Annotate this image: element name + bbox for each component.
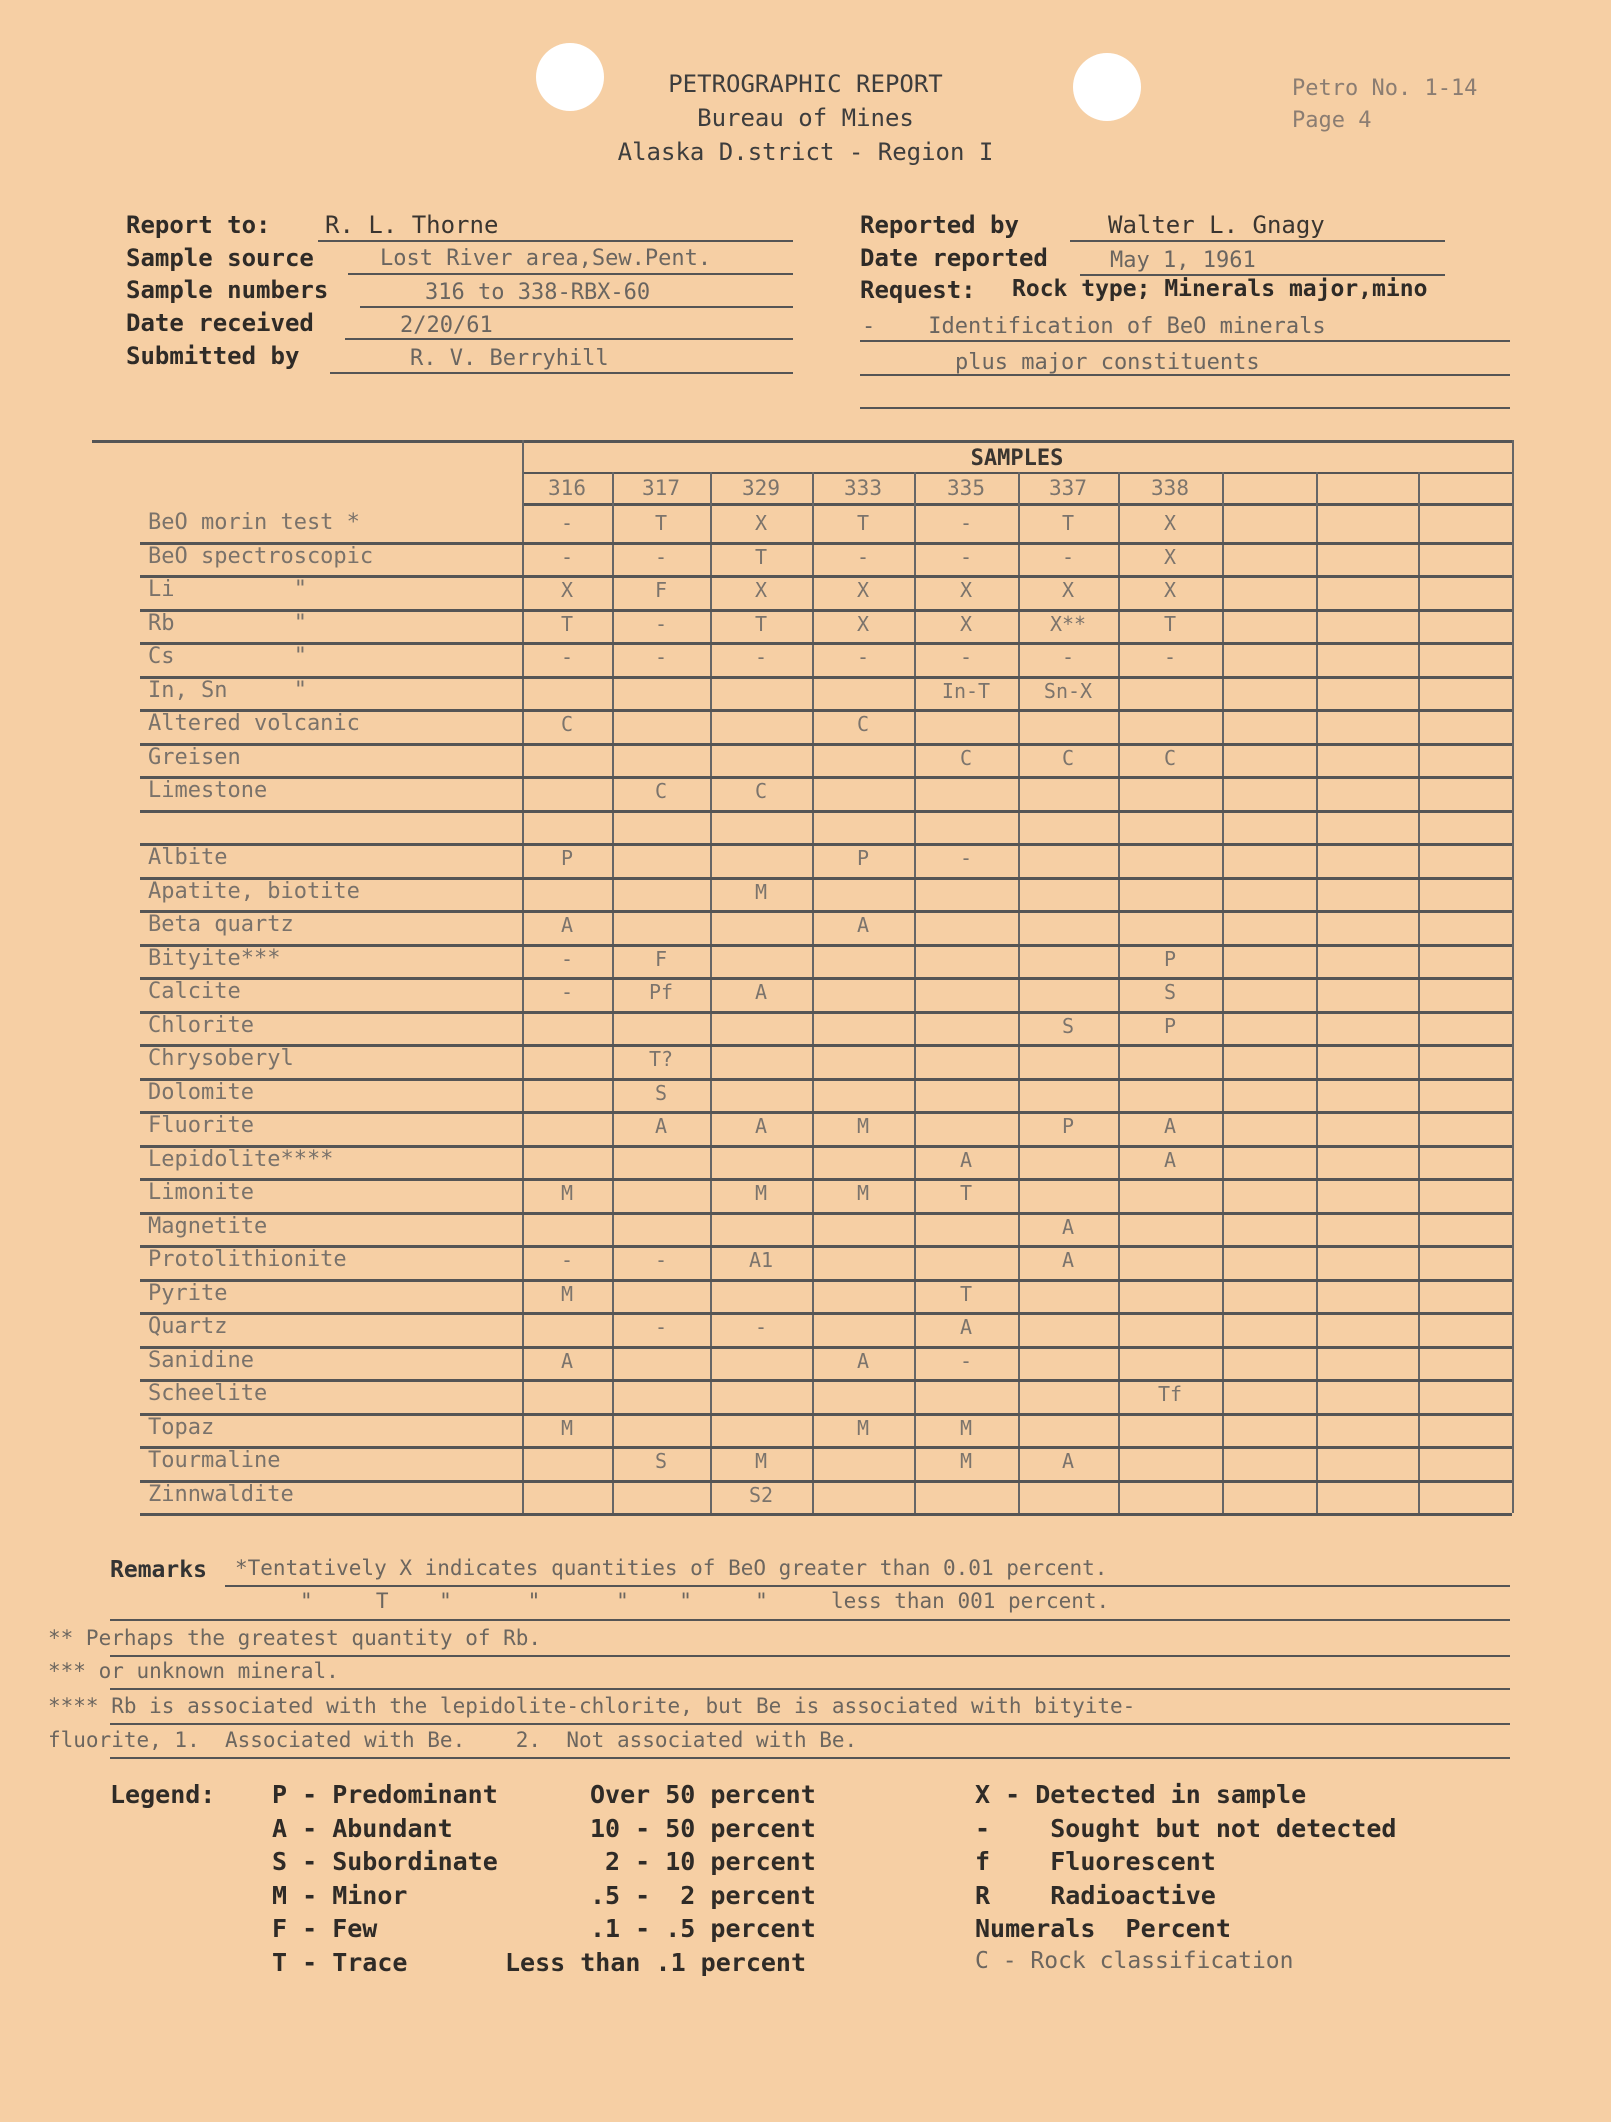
table-row-label: Magnetite [148,1213,268,1239]
table-cell: - [856,645,870,669]
table-cell: X [560,578,574,602]
table-cell: A [654,1114,668,1138]
table-cell: X [1163,511,1177,535]
table-cell: M [560,1181,574,1205]
reported-by-value: Walter L. Gnagy [1108,211,1325,239]
table-cell: A [754,980,768,1004]
table-cell: - [1061,645,1075,669]
table-cell: - [560,544,574,569]
table-cell: X [754,578,768,602]
table-cell: Pf [648,980,674,1004]
table-cell: T [560,611,574,636]
table-cell: M [754,879,768,904]
sample-column-header: 317 [642,476,680,500]
table-row-rule [140,843,1512,846]
table-cell: M [959,1449,973,1473]
table-row-rule [140,944,1512,947]
table-row-label: Topaz [148,1414,215,1440]
table-cell: M [560,1281,574,1306]
sample-column-header: 338 [1151,476,1189,500]
request-line-3: plus major constituents [955,350,1260,375]
table-row-label: Beta quartz [148,912,294,937]
table-cell: A [1061,1449,1075,1473]
reported-by-label: Reported by [860,211,1019,239]
table-row-label: BeO spectroscopic [148,543,374,569]
table-cell: A [959,1315,973,1339]
table-row-label: Calcite [148,979,241,1004]
table-row-label: Zinnwaldite [148,1481,294,1507]
table-cell: - [1061,544,1075,569]
table-row-label: Rb " [148,610,307,636]
table-cell: - [560,980,574,1004]
table-row-label: Quartz [148,1314,228,1339]
table-row-rule [140,743,1512,746]
date-received-label: Date received [126,309,314,337]
table-cell: P [560,846,574,870]
remarks-label: Remarks [110,1557,207,1583]
table-cell: - [754,645,768,669]
date-reported-label: Date reported [860,244,1048,272]
table-row-label: Limonite [148,1180,254,1205]
table-cell: C [856,712,870,736]
table-cell: C [654,779,668,803]
table-cell: P [1163,946,1177,971]
table-cell: - [959,1348,973,1373]
table-cell: X [959,578,973,602]
table-row-label: Apatite, biotite [148,878,360,904]
table-column-rule [1512,440,1514,1513]
table-cell: C [959,745,973,770]
remarks-line-3: ** Perhaps the greatest quantity of Rb. [48,1626,542,1650]
table-row-rule [140,776,1512,779]
date-reported-value: May 1, 1961 [1110,248,1256,273]
table-column-rule [812,472,814,1513]
legend-code: A - Abundant [272,1813,453,1843]
table-cell: Tf [1157,1382,1183,1406]
legend-meaning: R Radioactive [975,1880,1216,1910]
table-cell: - [654,1248,668,1272]
table-row-label: Bityite*** [148,945,281,971]
table-row-label: Scheelite [148,1381,268,1406]
page-number: Page 4 [1292,108,1372,133]
report-agency: Bureau of Mines [697,104,914,132]
table-cell: T [754,544,768,569]
table-row-rule [140,1044,1512,1047]
table-cell: T [959,1181,973,1205]
table-row-rule [140,575,1512,578]
sample-numbers-rule [522,503,1512,506]
samples-header-rule [522,472,1512,474]
table-row-label: Chrysoberyl [148,1046,294,1071]
table-cell: X** [1049,611,1087,636]
request-value: Rock type; Minerals major,mino [1012,276,1428,302]
table-row-label: Cs " [148,644,307,669]
table-cell: S2 [748,1482,774,1507]
table-row-label: Altered volcanic [148,711,360,736]
table-row-label: Albite [148,845,228,870]
table-cell: S [654,1449,668,1473]
table-row-rule [140,1212,1512,1215]
sample-column-header: 316 [548,476,586,500]
table-cell: - [959,846,973,870]
table-column-rule [1418,472,1420,1513]
table-cell: - [654,544,668,569]
table-row-rule [140,1279,1512,1282]
table-cell: A [1061,1248,1075,1272]
table-cell: - [959,645,973,669]
table-row-label: Limestone [148,778,268,803]
remarks-underline-4 [110,1688,1510,1690]
table-cell: X [1061,578,1075,602]
sample-numbers-label: Sample numbers [126,276,329,304]
table-cell: P [856,846,870,870]
table-cell: S [654,1080,668,1105]
table-row-label: In, Sn " [148,677,307,703]
table-cell: In-T [941,678,991,703]
table-row-rule [140,1480,1512,1483]
table-cell: T? [648,1047,674,1071]
table-column-rule [1222,472,1224,1513]
submitted-by-value: R. V. Berryhill [410,346,609,371]
legend-code: T - Trace [272,1947,408,1977]
report-title: PETROGRAPHIC REPORT [668,70,943,98]
table-row-rule [140,676,1512,679]
legend-code: F - Few [272,1914,378,1943]
request-line-2: - Identification of BeO minerals [862,314,1326,339]
table-cell: - [959,511,973,535]
request-label: Request: [860,276,976,304]
table-cell: - [560,1248,574,1272]
table-row-label: Protolithionite [148,1247,347,1272]
table-cell: - [754,1315,768,1339]
table-cell: X [1163,578,1177,602]
table-cell: X [856,578,870,602]
table-cell: X [856,611,870,636]
table-row-rule [140,1346,1512,1349]
table-top-rule [92,440,1512,443]
legend-range: Over 50 percent [590,1780,816,1809]
table-row-rule [140,609,1512,612]
table-cell: X [754,511,768,535]
table-cell: A1 [748,1248,774,1272]
sample-column-header: 335 [947,476,985,500]
remarks-line-2: " T " " " " " less than 001 percent. [300,1589,1110,1613]
table-row-label: Li " [148,577,307,602]
table-cell: P [1061,1114,1075,1138]
table-cell: S [1061,1013,1075,1038]
report-district: Alaska D.strict - Region I [617,138,994,166]
table-cell: - [560,511,574,535]
table-cell: - [654,611,668,636]
table-cell: - [856,544,870,569]
table-cell: A [1163,1114,1177,1138]
table-row-rule [140,1513,1512,1516]
table-cell: S [1163,980,1177,1004]
table-cell: - [654,645,668,669]
table-row-label: BeO morin test * [148,510,360,535]
table-column-rule [1118,472,1120,1513]
table-cell: C [1163,745,1177,770]
table-cell: F [654,578,668,602]
remarks-underline-1 [225,1585,1510,1587]
table-row-label: Dolomite [148,1079,254,1105]
table-cell: C [560,712,574,736]
table-cell: A [560,1348,574,1373]
legend-code: S - Subordinate [272,1847,498,1876]
sample-column-header: 337 [1049,476,1087,500]
table-cell: A [856,913,870,937]
table-cell: T [754,611,768,636]
table-cell: F [654,946,668,971]
table-cell: A [1061,1214,1075,1239]
report-to-label: Report to: [126,211,271,239]
table-row-rule [140,1379,1512,1382]
submitted-by-label: Submitted by [126,342,300,370]
table-row-label: Lepidolite**** [148,1146,334,1172]
legend-range: Less than .1 percent [505,1947,807,1977]
table-cell: M [754,1449,768,1473]
remarks-underline-6 [110,1757,1510,1759]
table-cell: A [1163,1147,1177,1172]
table-row-rule [140,1178,1512,1181]
legend-meaning: Numerals Percent [975,1914,1231,1943]
table-cell: M [856,1181,870,1205]
remarks-underline-3 [110,1655,1510,1657]
table-cell: Sn-X [1043,678,1093,703]
table-cell: T [654,511,668,535]
remarks-line-5: **** Rb is associated with the lepidolite-chlorite, but Be is associated with bityite- [48,1694,1136,1718]
legend-meaning: f Fluorescent [975,1847,1216,1876]
samples-title: SAMPLES [970,446,1064,471]
sample-numbers-value: 316 to 338-RBX-60 [425,280,651,305]
table-row-label: Tourmaline [148,1448,281,1473]
table-cell: A [959,1147,973,1172]
table-cell: T [1163,611,1177,636]
table-cell: A [754,1114,768,1138]
table-row-rule [140,1078,1512,1081]
table-cell: T [959,1281,973,1306]
table-cell: P [1163,1013,1177,1038]
table-cell: M [754,1181,768,1205]
table-cell: - [1163,645,1177,669]
legend-label: Legend: [110,1780,216,1809]
remarks-line-1: *Tentatively X indicates quantities of BeO greater than 0.01 percent. [235,1556,1108,1580]
table-row-rule [140,910,1512,913]
table-row-rule [140,1111,1512,1114]
table-row-label: Sanidine [148,1347,254,1373]
table-cell: T [1061,511,1075,535]
table-cell: - [654,1315,668,1339]
legend-range: .5 - 2 percent [590,1880,816,1910]
legend-range: 2 - 10 percent [590,1847,816,1876]
sample-column-header: 329 [742,476,780,500]
remarks-underline-5 [110,1723,1510,1725]
table-cell: M [959,1415,973,1440]
table-column-rule [1018,472,1020,1513]
sample-source-label: Sample source [126,244,314,272]
table-column-rule [612,472,614,1513]
legend-meaning: - Sought but not detected [975,1813,1397,1843]
table-row-rule [140,810,1512,813]
table-cell: X [1163,544,1177,569]
table-cell: T [856,511,870,535]
table-row-rule [140,1145,1512,1148]
table-cell: A [856,1348,870,1373]
table-cell: A [560,913,574,937]
table-row-label: Greisen [148,744,241,770]
table-cell: C [754,779,768,803]
remarks-underline-2 [110,1619,1510,1621]
legend-code: M - Minor [272,1880,408,1910]
table-row-rule [140,1413,1512,1416]
table-cell: M [856,1114,870,1138]
table-row-label: Chlorite [148,1012,254,1038]
legend-meaning: X - Detected in sample [975,1780,1307,1809]
table-column-rule [1316,472,1318,1513]
petro-number: Petro No. 1-14 [1292,76,1478,101]
table-row-rule [140,1011,1512,1014]
table-row-label: Pyrite [148,1280,228,1306]
table-row-rule [140,1446,1512,1449]
table-cell: - [560,946,574,971]
sample-source-value: Lost River area,Sew.Pent. [380,246,712,271]
legend-range: .1 - .5 percent [590,1914,816,1943]
table-cell: C [1061,745,1075,770]
report-to-value: R. L. Thorne [325,211,499,239]
table-cell: X [959,611,973,636]
remarks-line-6: fluorite, 1. Associated with Be. 2. Not associated with Be. [48,1728,858,1752]
table-cell: - [959,544,973,569]
legend-range: 10 - 50 percent [590,1813,816,1843]
table-row-rule [140,642,1512,645]
table-column-rule [914,472,916,1513]
remarks-line-4: *** or unknown mineral. [48,1659,339,1683]
table-row-label: Fluorite [148,1113,254,1138]
table-row-rule [140,977,1512,980]
table-cell: - [560,645,574,669]
table-cell: M [560,1415,574,1440]
legend-meaning: C - Rock classification [975,1947,1294,1974]
sample-column-header: 333 [844,476,882,500]
table-row-rule [140,1312,1512,1315]
table-cell: M [856,1415,870,1440]
table-column-rule [710,472,712,1513]
date-received-value: 2/20/61 [400,313,493,338]
legend-code: P - Predominant [272,1780,498,1809]
